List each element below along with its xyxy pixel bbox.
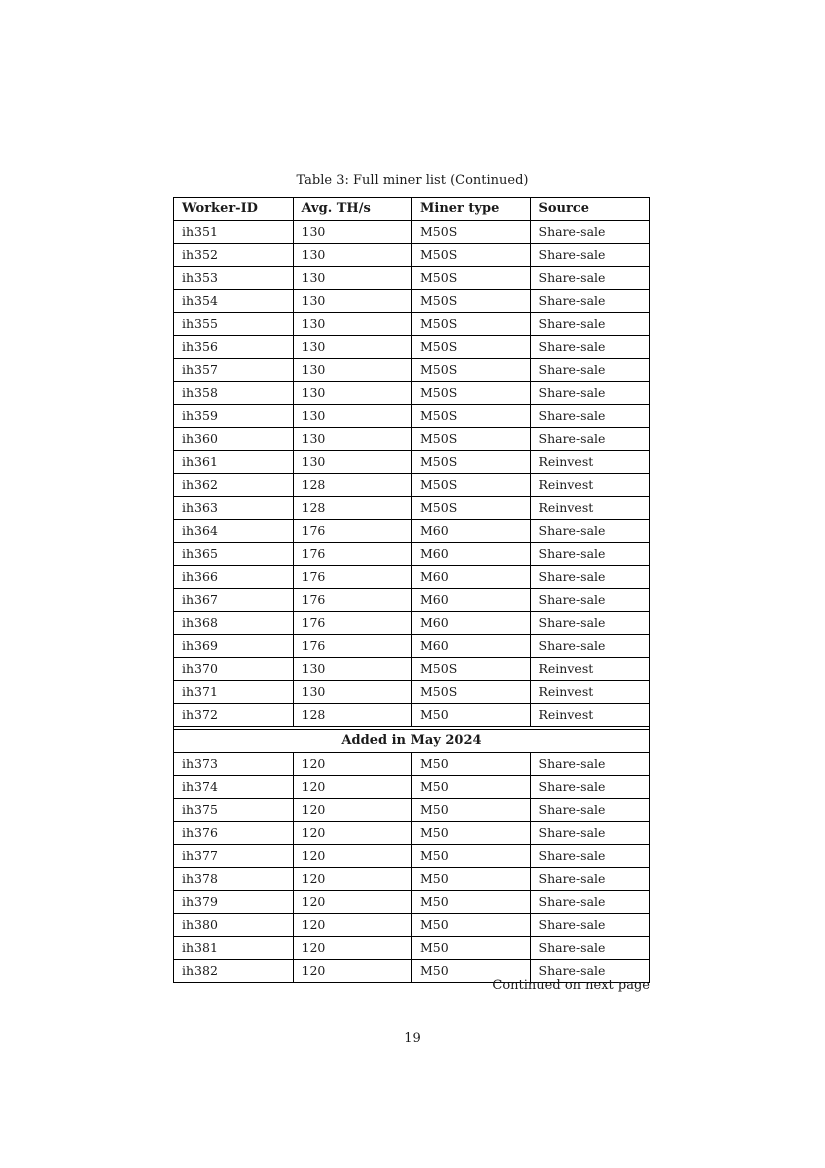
cell-source: Share-sale	[530, 868, 650, 890]
cell-worker-id: ih368	[182, 615, 218, 630]
table-row	[173, 612, 650, 635]
cell-source: Share-sale	[530, 753, 650, 775]
cell-miner-type: M60	[411, 566, 530, 588]
cell-miner-type: M50S	[411, 451, 530, 473]
cell-avg-ths: 120	[293, 891, 412, 913]
page-number: 19	[404, 1031, 421, 1046]
cell-avg-ths: 120	[293, 960, 412, 982]
cell-source: Share-sale	[530, 520, 650, 542]
cell-worker-id: ih361	[182, 454, 218, 469]
cell-miner-type: M50S	[411, 497, 530, 519]
cell-avg-ths: 120	[293, 845, 412, 867]
cell-miner-type: M50S	[411, 474, 530, 496]
section-heading: Added in May 2024	[173, 729, 650, 753]
cell-avg-ths: 120	[293, 776, 412, 798]
cell-miner-type: M50S	[411, 313, 530, 335]
cell-avg-ths: 120	[293, 822, 412, 844]
cell-avg-ths: 176	[293, 589, 412, 611]
cell-avg-ths: 130	[293, 244, 412, 266]
cell-worker-id: ih356	[182, 339, 218, 354]
cell-avg-ths: 130	[293, 451, 412, 473]
table-row	[173, 868, 650, 891]
cell-source: Share-sale	[530, 776, 650, 798]
cell-source: Reinvest	[530, 681, 650, 703]
table-row	[173, 704, 650, 727]
header-avg-ths: Avg. TH/s	[293, 198, 412, 220]
cell-miner-type: M50S	[411, 267, 530, 289]
cell-avg-ths: 130	[293, 359, 412, 381]
cell-avg-ths: 176	[293, 543, 412, 565]
cell-miner-type: M50S	[411, 359, 530, 381]
table-row	[173, 937, 650, 960]
table-row	[173, 474, 650, 497]
cell-worker-id: ih357	[182, 362, 218, 377]
table-row	[173, 776, 650, 799]
table-row	[173, 891, 650, 914]
table-row	[173, 658, 650, 681]
header-worker-id: Worker-ID	[182, 201, 258, 216]
cell-avg-ths: 130	[293, 681, 412, 703]
cell-miner-type: M50	[411, 845, 530, 867]
cell-miner-type: M50	[411, 937, 530, 959]
cell-worker-id: ih371	[182, 684, 218, 699]
cell-worker-id: ih358	[182, 385, 218, 400]
cell-worker-id: ih363	[182, 500, 218, 515]
cell-miner-type: M50S	[411, 658, 530, 680]
cell-worker-id: ih354	[182, 293, 218, 308]
cell-source: Share-sale	[530, 290, 650, 312]
cell-worker-id: ih351	[182, 224, 218, 239]
table-row	[173, 799, 650, 822]
cell-avg-ths: 176	[293, 612, 412, 634]
table-row	[173, 520, 650, 543]
cell-avg-ths: 120	[293, 868, 412, 890]
cell-miner-type: M50S	[411, 221, 530, 243]
table-row	[173, 566, 650, 589]
cell-worker-id: ih375	[182, 802, 218, 817]
cell-avg-ths: 130	[293, 290, 412, 312]
cell-worker-id: ih374	[182, 779, 218, 794]
cell-source: Reinvest	[530, 497, 650, 519]
cell-source: Share-sale	[530, 612, 650, 634]
table-row	[173, 497, 650, 520]
cell-avg-ths: 130	[293, 267, 412, 289]
cell-source: Share-sale	[530, 543, 650, 565]
cell-source: Share-sale	[530, 359, 650, 381]
cell-miner-type: M50	[411, 914, 530, 936]
cell-avg-ths: 130	[293, 336, 412, 358]
cell-source: Share-sale	[530, 267, 650, 289]
cell-source: Share-sale	[530, 566, 650, 588]
cell-miner-type: M50	[411, 960, 530, 982]
table-row	[173, 405, 650, 428]
cell-source: Share-sale	[530, 635, 650, 657]
cell-miner-type: M50S	[411, 244, 530, 266]
cell-worker-id: ih353	[182, 270, 218, 285]
cell-miner-type: M50	[411, 704, 530, 726]
cell-miner-type: M50	[411, 776, 530, 798]
cell-worker-id: ih352	[182, 247, 218, 262]
header-miner-type: Miner type	[411, 198, 530, 220]
cell-avg-ths: 120	[293, 799, 412, 821]
table-row	[173, 313, 650, 336]
cell-worker-id: ih370	[182, 661, 218, 676]
table-row	[173, 267, 650, 290]
cell-miner-type: M50S	[411, 428, 530, 450]
cell-source: Share-sale	[530, 382, 650, 404]
cell-avg-ths: 130	[293, 428, 412, 450]
cell-worker-id: ih380	[182, 917, 218, 932]
table-row	[173, 914, 650, 937]
cell-source: Share-sale	[530, 914, 650, 936]
cell-miner-type: M50	[411, 753, 530, 775]
cell-worker-id: ih365	[182, 546, 218, 561]
cell-worker-id: ih376	[182, 825, 218, 840]
cell-source: Share-sale	[530, 822, 650, 844]
table-body-bottom	[173, 753, 650, 983]
table-row	[173, 382, 650, 405]
table-header-row	[173, 197, 650, 221]
cell-source: Reinvest	[530, 658, 650, 680]
cell-source: Share-sale	[530, 891, 650, 913]
cell-avg-ths: 130	[293, 382, 412, 404]
table-row	[173, 753, 650, 776]
cell-miner-type: M50	[411, 868, 530, 890]
cell-worker-id: ih378	[182, 871, 218, 886]
cell-source: Reinvest	[530, 474, 650, 496]
table-row	[173, 336, 650, 359]
cell-miner-type: M50S	[411, 681, 530, 703]
cell-source: Share-sale	[530, 937, 650, 959]
cell-avg-ths: 120	[293, 937, 412, 959]
cell-source: Reinvest	[530, 704, 650, 726]
table-row	[173, 845, 650, 868]
cell-miner-type: M50S	[411, 336, 530, 358]
header-source: Source	[530, 198, 650, 220]
cell-source: Share-sale	[530, 845, 650, 867]
cell-miner-type: M60	[411, 543, 530, 565]
cell-worker-id: ih377	[182, 848, 218, 863]
cell-worker-id: ih382	[182, 963, 218, 978]
table-row	[173, 244, 650, 267]
table-row	[173, 635, 650, 658]
table-row	[173, 822, 650, 845]
table-body-top	[173, 221, 650, 727]
cell-avg-ths: 128	[293, 497, 412, 519]
cell-source: Share-sale	[530, 244, 650, 266]
cell-avg-ths: 128	[293, 704, 412, 726]
cell-avg-ths: 176	[293, 635, 412, 657]
cell-worker-id: ih359	[182, 408, 218, 423]
cell-source: Share-sale	[530, 313, 650, 335]
cell-source: Share-sale	[530, 799, 650, 821]
cell-worker-id: ih372	[182, 707, 218, 722]
cell-miner-type: M50	[411, 891, 530, 913]
cell-miner-type: M60	[411, 589, 530, 611]
miner-table	[173, 197, 650, 983]
cell-worker-id: ih364	[182, 523, 218, 538]
cell-source: Share-sale	[530, 336, 650, 358]
cell-avg-ths: 130	[293, 658, 412, 680]
table-row	[173, 451, 650, 474]
cell-miner-type: M60	[411, 612, 530, 634]
cell-avg-ths: 176	[293, 520, 412, 542]
cell-source: Share-sale	[530, 428, 650, 450]
cell-source: Share-sale	[530, 221, 650, 243]
cell-worker-id: ih360	[182, 431, 218, 446]
cell-worker-id: ih381	[182, 940, 218, 955]
table-row	[173, 681, 650, 704]
table-row	[173, 543, 650, 566]
cell-worker-id: ih379	[182, 894, 218, 909]
cell-miner-type: M50	[411, 799, 530, 821]
cell-miner-type: M50	[411, 822, 530, 844]
table-row	[173, 290, 650, 313]
cell-source: Reinvest	[530, 451, 650, 473]
cell-avg-ths: 130	[293, 405, 412, 427]
table-row	[173, 589, 650, 612]
table-caption: Table 3: Full miner list (Continued)	[296, 173, 529, 188]
cell-miner-type: M50S	[411, 382, 530, 404]
table-row	[173, 428, 650, 451]
cell-source: Share-sale	[530, 960, 650, 982]
cell-miner-type: M60	[411, 635, 530, 657]
cell-avg-ths: 176	[293, 566, 412, 588]
cell-avg-ths: 120	[293, 914, 412, 936]
cell-miner-type: M50S	[411, 405, 530, 427]
cell-miner-type: M60	[411, 520, 530, 542]
cell-worker-id: ih362	[182, 477, 218, 492]
cell-avg-ths: 120	[293, 753, 412, 775]
cell-worker-id: ih355	[182, 316, 218, 331]
cell-avg-ths: 128	[293, 474, 412, 496]
cell-worker-id: ih366	[182, 569, 218, 584]
cell-avg-ths: 130	[293, 313, 412, 335]
cell-worker-id: ih367	[182, 592, 218, 607]
table-row	[173, 221, 650, 244]
cell-worker-id: ih369	[182, 638, 218, 653]
table-row	[173, 359, 650, 382]
cell-avg-ths: 130	[293, 221, 412, 243]
continued-note: Continued on next page	[492, 978, 650, 993]
cell-source: Share-sale	[530, 589, 650, 611]
cell-source: Share-sale	[530, 405, 650, 427]
cell-worker-id: ih373	[182, 756, 218, 771]
cell-miner-type: M50S	[411, 290, 530, 312]
